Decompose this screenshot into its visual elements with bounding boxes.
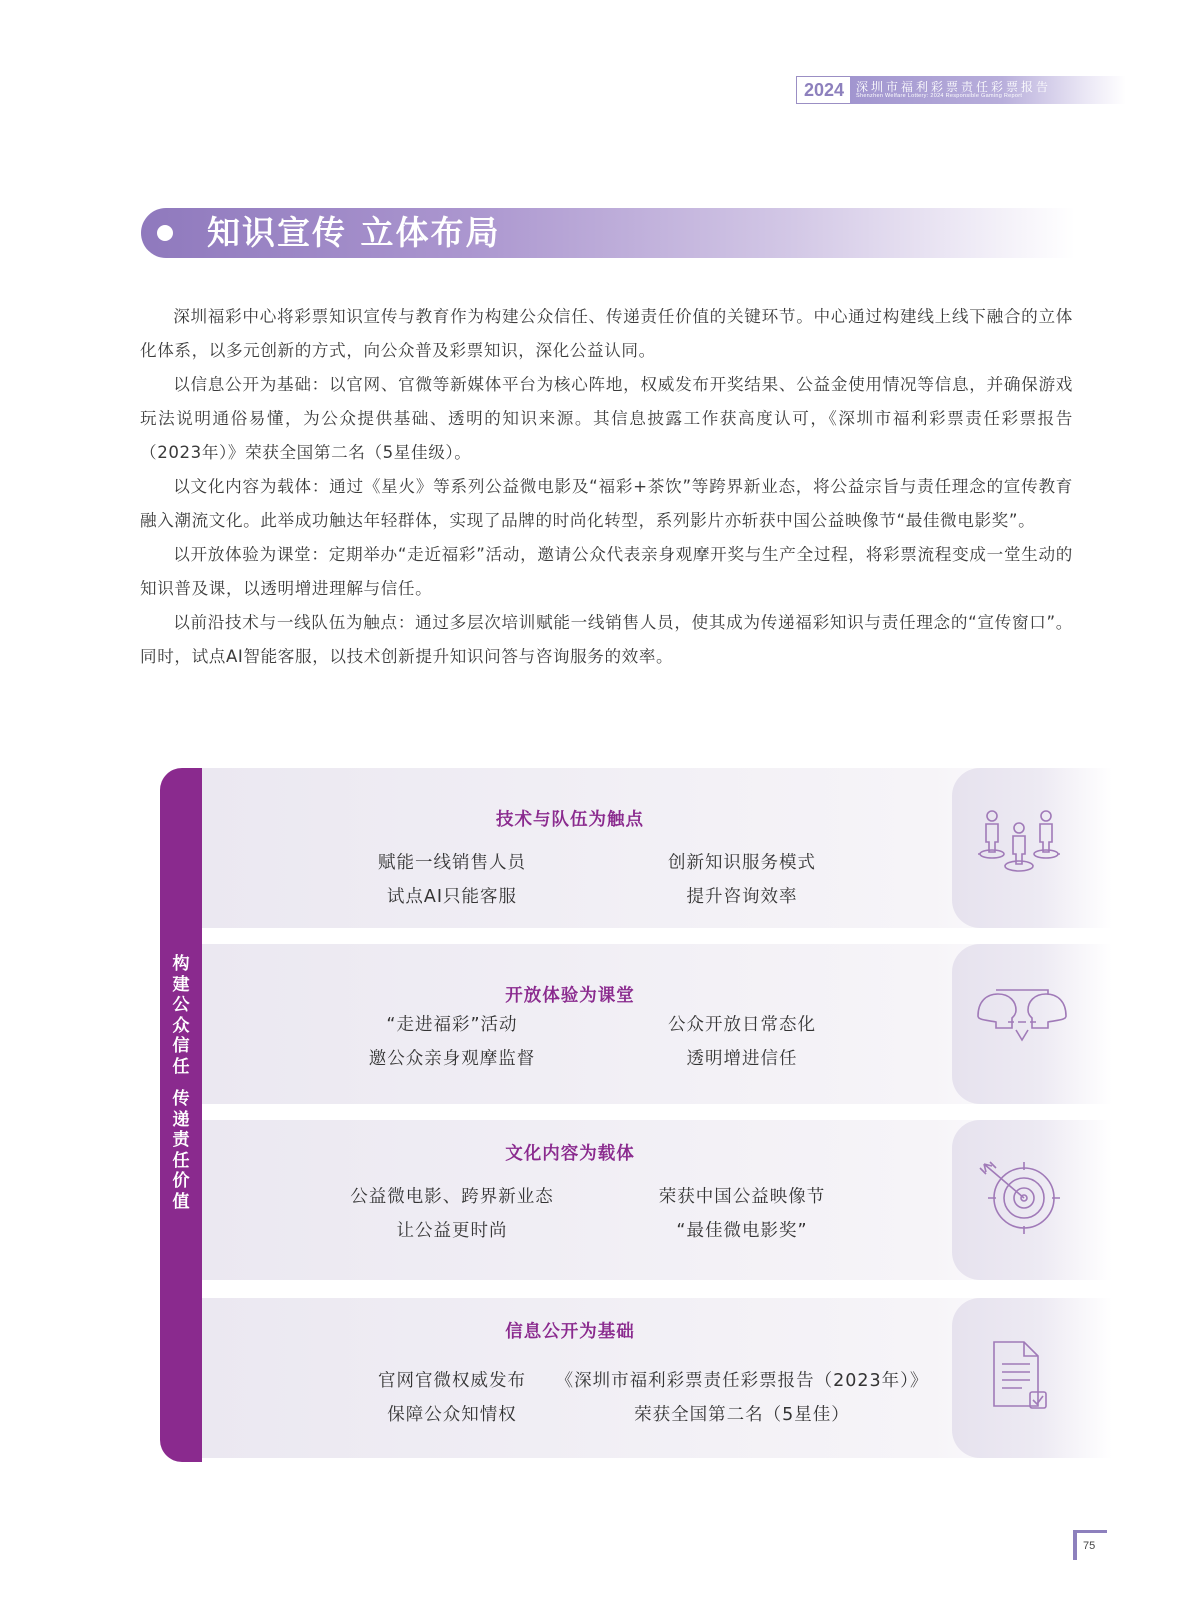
row-text: 官网官微权威发布 (378, 1371, 526, 1391)
icon-card (952, 1120, 1112, 1280)
vertical-label-bar (160, 768, 202, 1462)
vertical-label-char: 建 (172, 974, 190, 995)
row-text: 公益微电影、跨界新业态 (350, 1187, 554, 1207)
row-text: “最佳微电影奖” (676, 1221, 808, 1241)
paragraph: 以开放体验为课堂：定期举办“走近福彩”活动，邀请公众代表亲身观摩开奖与生产全过程，将彩票流程变成一堂生动的知识普及课，以透明增进理解与信任。 (140, 545, 1073, 598)
row-right-col (562, 846, 922, 914)
vertical-label-char: 信 (172, 1036, 190, 1056)
row-title: 技术与队伍为触点 (496, 810, 644, 830)
vertical-label-char (160, 1077, 202, 1089)
row-right-col (562, 1180, 922, 1248)
row-text: 试点AI只能客服 (386, 887, 518, 907)
paragraph: 以文化内容为载体：通过《星火》等系列公益微电影及“福彩+茶饮”等跨界新业态，将公益宗旨与责任理念的宣传教育融入潮流文化。此举成功触达年轻群体，实现了品牌的时尚化转型，系列影片亦斩获中国公益映像节“最佳微电影奖”。 (140, 477, 1073, 530)
row-text: 荣获全国第二名（5星佳） (634, 1405, 850, 1425)
diagram-row (202, 944, 1060, 1104)
section-title: 知识宣传 立体布局 (207, 213, 501, 252)
row-title: 文化内容为载体 (505, 1144, 635, 1164)
vertical-label-char: 值 (172, 1191, 190, 1212)
vertical-label-char: 价 (172, 1171, 190, 1191)
row-text: 邀公众亲身观摩监督 (368, 1049, 536, 1069)
vertical-label-char: 众 (172, 1015, 190, 1036)
row-text: “走进福彩”活动 (386, 1015, 518, 1035)
diagram-row (202, 1298, 1060, 1458)
icon-card (952, 1298, 1112, 1458)
row-text: 创新知识服务模式 (668, 853, 816, 873)
row-text: 保障公众知情权 (387, 1405, 517, 1425)
row-right-col (562, 1008, 922, 1076)
bullet-dot-icon (157, 225, 173, 241)
row-text: 公众开放日常态化 (668, 1015, 816, 1035)
vertical-label-char: 递 (172, 1109, 190, 1130)
vertical-label (160, 954, 202, 1212)
icon-card (952, 944, 1112, 1104)
row-text: 《深圳市福利彩票责任彩票报告（2023年）》 (555, 1371, 929, 1391)
vertical-label-char: 任 (172, 1056, 190, 1077)
header-title-en: Shenzhen Welfare Lottery: 2024 Responsible Gaming Report (856, 93, 1023, 99)
row-title: 信息公开为基础 (505, 1322, 635, 1342)
diagram-row (202, 768, 1060, 928)
people-network-icon (974, 806, 1064, 886)
page-mark-left (1073, 1530, 1077, 1560)
target-icon (974, 1158, 1064, 1238)
section-title-bar (141, 208, 1075, 258)
page-mark-top (1073, 1530, 1107, 1533)
row-title: 开放体验为课堂 (505, 986, 635, 1006)
row-text: 荣获中国公益映像节 (658, 1187, 826, 1207)
row-text: 让公益更时尚 (396, 1221, 508, 1241)
header-year: 2024 (796, 76, 851, 104)
vertical-label-char: 责 (172, 1130, 190, 1150)
icon-card (952, 768, 1112, 928)
paragraph: 深圳福彩中心将彩票知识宣传与教育作为构建公众信任、传递责任价值的关键环节。中心通过构建线上线下融合的立体化体系，以多元创新的方式，向公众普及彩票知识，深化公益认同。 (140, 307, 1073, 360)
row-text: 赋能一线销售人员 (378, 853, 526, 873)
row-text: 透明增进信任 (686, 1049, 798, 1069)
row-right-col (532, 1364, 952, 1432)
row-text: 提升咨询效率 (686, 887, 798, 907)
document-check-icon (974, 1336, 1064, 1416)
vertical-label-char: 任 (172, 1150, 190, 1171)
page-number-mark (1073, 1530, 1107, 1560)
vertical-label-char: 传 (172, 1089, 190, 1109)
diagram-row (202, 1120, 1060, 1280)
dialogue-icon (974, 982, 1070, 1052)
paragraph: 以信息公开为基础：以官网、官微等新媒体平台为核心阵地，权威发布开奖结果、公益金使用情况等信息，并确保游戏玩法说明通俗易懂，为公众提供基础、透明的知识来源。其信息披露工作获高度认可，《深圳市福利彩票责任彩票报告（2023年）》荣获全国第二名（5星佳级）。 (140, 375, 1073, 462)
trust-diagram (160, 768, 1060, 1462)
vertical-label-char: 公 (172, 995, 190, 1015)
header-band (850, 76, 1126, 104)
header-title-cn: 深圳市福利彩票责任彩票报告 (856, 80, 1052, 94)
body-text (140, 300, 1073, 674)
page-number: 75 (1083, 1540, 1096, 1552)
paragraph: 以前沿技术与一线队伍为触点：通过多层次培训赋能一线销售人员，使其成为传递福彩知识与责任理念的“宣传窗口”。同时，试点AI智能客服，以技术创新提升知识问答与咨询服务的效率。 (140, 613, 1073, 666)
vertical-label-char: 构 (172, 954, 190, 974)
